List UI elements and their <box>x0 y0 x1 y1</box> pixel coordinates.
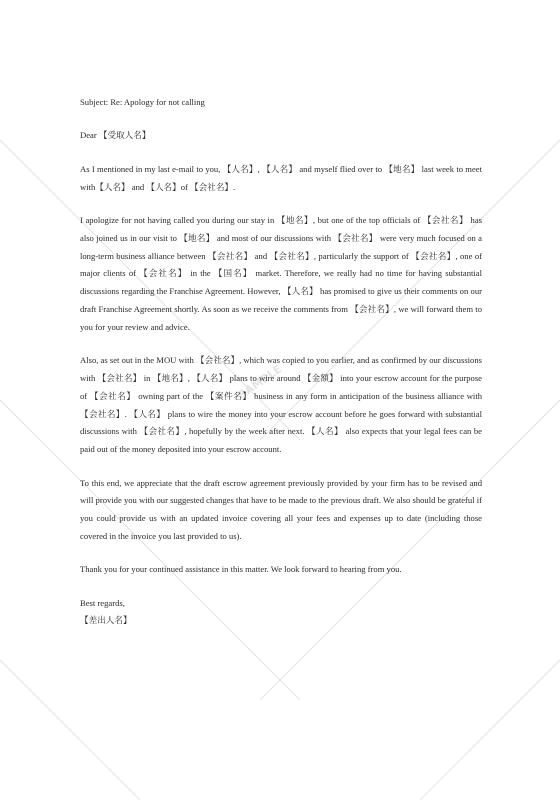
letter-paragraph-1: As I mentioned in my last e-mail to you, 【人名】, 【人名】 and myself flied over to 【地名】 last week to meet with【人名】 and 【人名】of 【会社名】. <box>80 163 482 192</box>
letter-body <box>80 94 482 630</box>
letter-salutation: Dear 【受取人名】 <box>80 130 151 141</box>
letter-closing: Best regards, <box>80 597 125 608</box>
letter-paragraph-4: To this end, we appreciate that the draft escrow agreement previously provided by your firm has to be revised and will provide you with our suggested changes that have to be made to the previous draft. We also should be grateful if you could provide us with an updated invoice covering all your fees and expenses up to date (including those covered in the invoice you last provided to us). <box>80 477 482 541</box>
letter-subject: Subject: Re: Apology for not calling <box>80 97 205 107</box>
letter-paragraph-2: I apologize for not having called you during our stay in 【地名】, but one of the top officials of 【会社名】 has also joined us in our visit to 【地名】 and most of our discussions with 【会社名】 were very much focused on a long-term business alliance between 【会社名】 and 【会社名】, particularly the support of 【会社名】, one of major clients of 【会社名】 in the 【国名】 market. Therefore, we really had no time for having substantial discussions regarding the Franchise Agreement. However, 【人名】 has promised to give us their comments on our draft Franchise Agreement shortly. As soon as we receive the comments from 【会社名】, we will forward them to you for your review and advice. <box>80 214 482 332</box>
letter-paragraph-3: Also, as set out in the MOU with 【会社名】, which was copied to you earlier, and as confirmed by our discussions with 【会社名】 in 【地名】, 【人名】 plans to wire around 【金額】 into your escrow account for the purpose of 【会社名】 owning part of the 【案件名】 business in any form in anticipation of the business alliance with 【会社名】. 【人名】 plans to wire the money into your escrow account before he goes forward with substantial discussions with 【会社名】, hopefully by the week after next. 【人名】 also expects that your legal fees can be paid out of the money deposited into your escrow account. <box>80 355 482 455</box>
letter-sender: 【差出人名】 <box>80 615 132 626</box>
svg-text:SAMPLE: SAMPLE <box>235 362 285 402</box>
letter-paragraph-5: Thank you for your continued assistance in this matter. We look forward to hearing from you. <box>80 564 402 575</box>
